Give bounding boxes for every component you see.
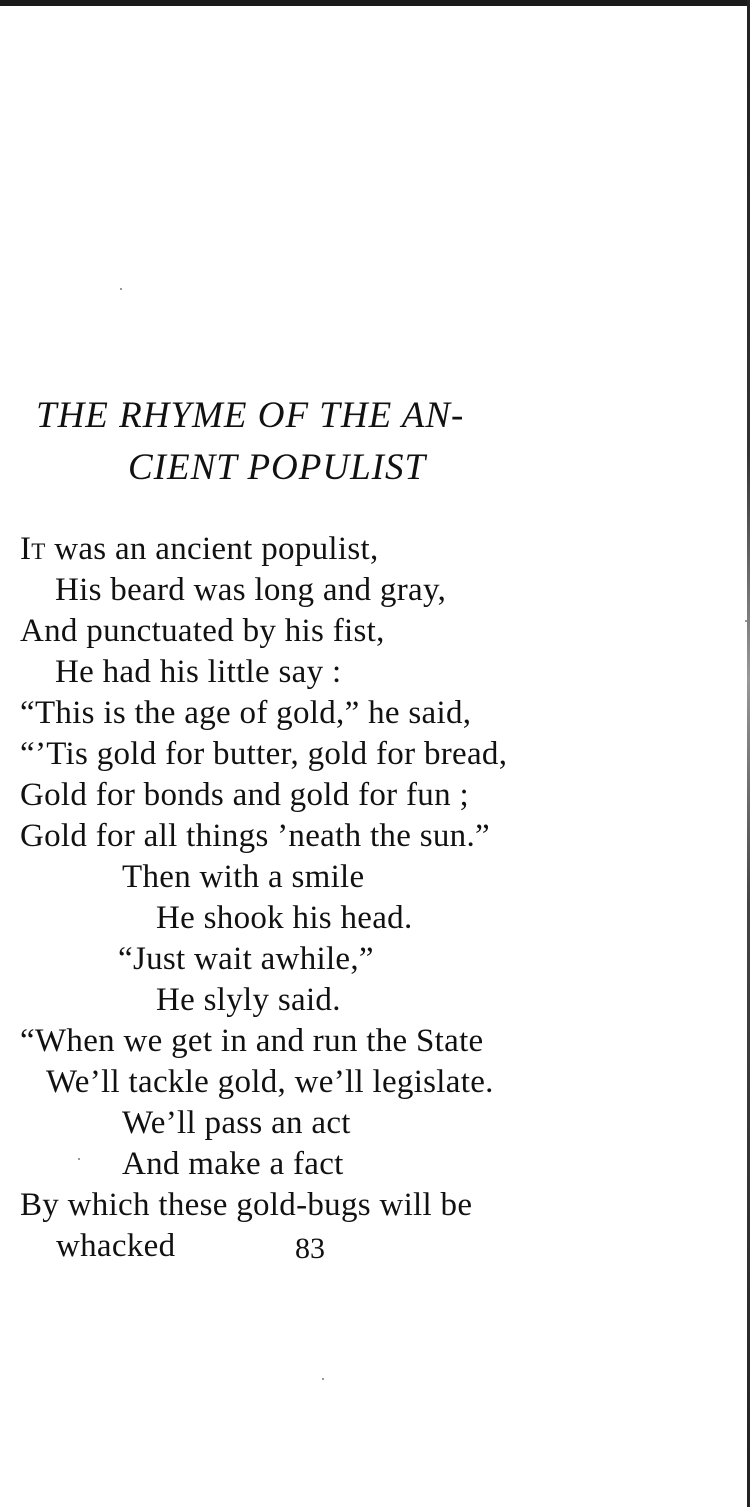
paper-speck <box>120 288 122 290</box>
poem-line: “Just wait awhile,” <box>118 941 374 977</box>
poem-line: He had his little say : <box>55 654 342 690</box>
paper-speck <box>322 1378 324 1380</box>
poem-line: He shook his head. <box>156 900 413 936</box>
poem-first-word: It <box>20 531 46 567</box>
poem-line: “When we get in and run the State <box>20 1023 484 1059</box>
poem-title-line-2: CIENT POPULIST <box>128 447 427 488</box>
page-number: 83 <box>295 1232 325 1265</box>
poem-line: Gold for all things ’neath the sun.” <box>20 818 490 854</box>
poem-line: Gold for bonds and gold for fun ; <box>20 777 469 813</box>
poem-line: We’ll pass an act <box>122 1105 351 1141</box>
page-top-edge <box>0 0 750 6</box>
poem-line: And make a fact <box>122 1146 344 1182</box>
poem-line: whacked <box>56 1228 176 1264</box>
poem-line: Then with a smile <box>122 859 365 895</box>
poem-line: And punctuated by his fist, <box>20 613 385 649</box>
poem-title <box>0 390 750 494</box>
poem-body <box>20 529 720 1267</box>
poem-line: By which these gold-bugs will be <box>20 1187 473 1223</box>
poem-line: He slyly said. <box>156 982 341 1018</box>
paper-speck <box>745 620 747 622</box>
poem-title-line-1: THE RHYME OF THE AN- <box>36 395 465 436</box>
poem-line: “’Tis gold for butter, gold for bread, <box>20 736 508 772</box>
poem-line: “This is the age of gold,” he said, <box>20 695 472 731</box>
poem-line: His beard was long and gray, <box>55 572 447 608</box>
poem-line: It was an ancient populist, <box>20 531 379 567</box>
poem-line: We’ll tackle gold, we’ll legislate. <box>46 1064 494 1100</box>
